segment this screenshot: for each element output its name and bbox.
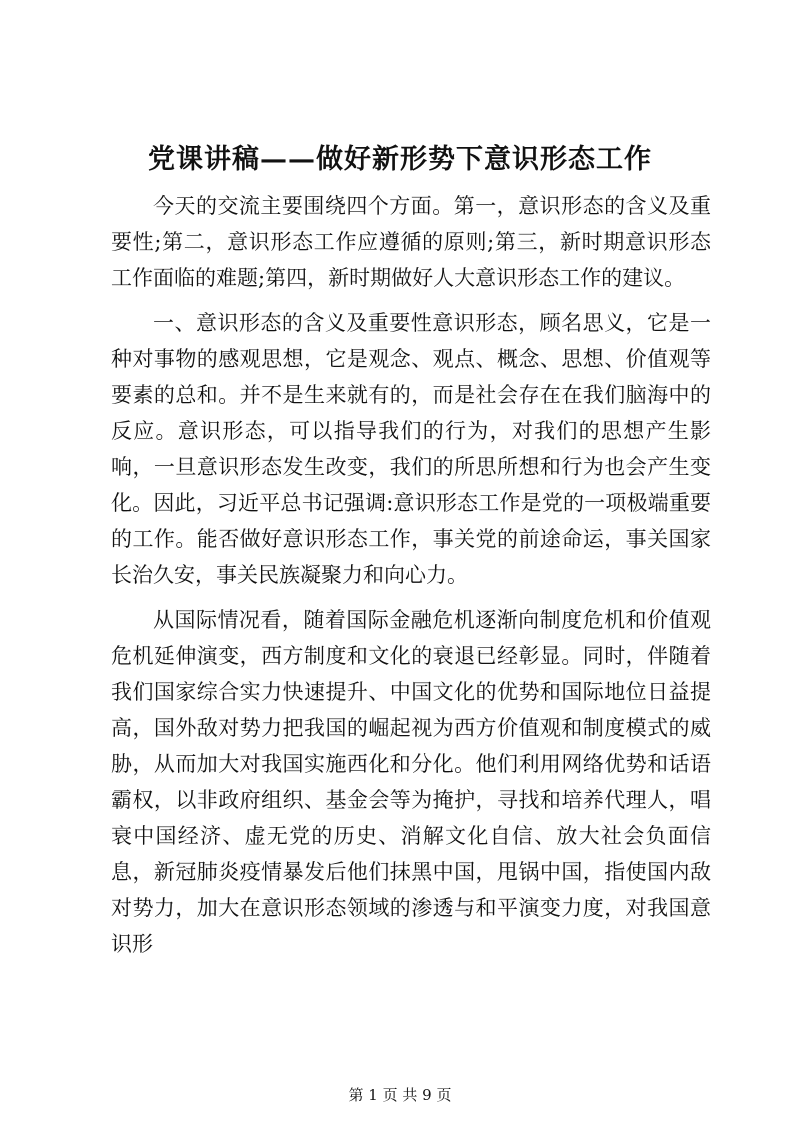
paragraph-intro: 今天的交流主要围绕四个方面。第一，意识形态的含义及重要性;第二，意识形态工作应遵循的原则;第三，新时期意识形态工作面临的难题;第四，新时期做好人大意识形态工作的建议。 xyxy=(111,194,711,290)
document-body xyxy=(111,188,711,962)
paragraph-section-one: 一、意识形态的含义及重要性意识形态，顾名思义，它是一种对事物的感观思想，它是观念、观点、概念、思想、价值观等要素的总和。并不是生来就有的，而是社会存在在我们脑海中的反应。意识形态，可以指导我们的行为，对我们的思想产生影响，一旦意识形态发生改变，我们的所思所想和行为也会产生变化。因此，习近平总书记强调:意识形态工作是党的一项极端重要的工作。能否做好意识形态工作，事关党的前途命运，事关国家长治久安，事关民族凝聚力和向心力。 xyxy=(111,311,711,587)
document-title: 党课讲稿——做好新形势下意识形态工作 xyxy=(148,144,652,175)
paragraph-international: 从国际情况看，随着国际金融危机逐渐向制度危机和价值观危机延伸演变，西方制度和文化的衰退已经彰显。同时，伴随着我们国家综合实力快速提升、中国文化的优势和国际地位日益提高，国外敌对势力把我国的崛起视为西方价值观和制度模式的威胁，从而加大对我国实施西化和分化。他们利用网络优势和话语霸权，以非政府组织、基金会等为掩护，寻找和培养代理人，唱衰中国经济、虚无党的历史、消解文化自信、放大社会负面信息，新冠肺炎疫情暴发后他们抹黑中国，甩锅中国，指使国内敌对势力，加大在意识形态领域的渗透与和平演变力度，对我国意识形 xyxy=(111,608,711,956)
page-number-footer: 第 1 页 共 9 页 xyxy=(348,1086,452,1104)
